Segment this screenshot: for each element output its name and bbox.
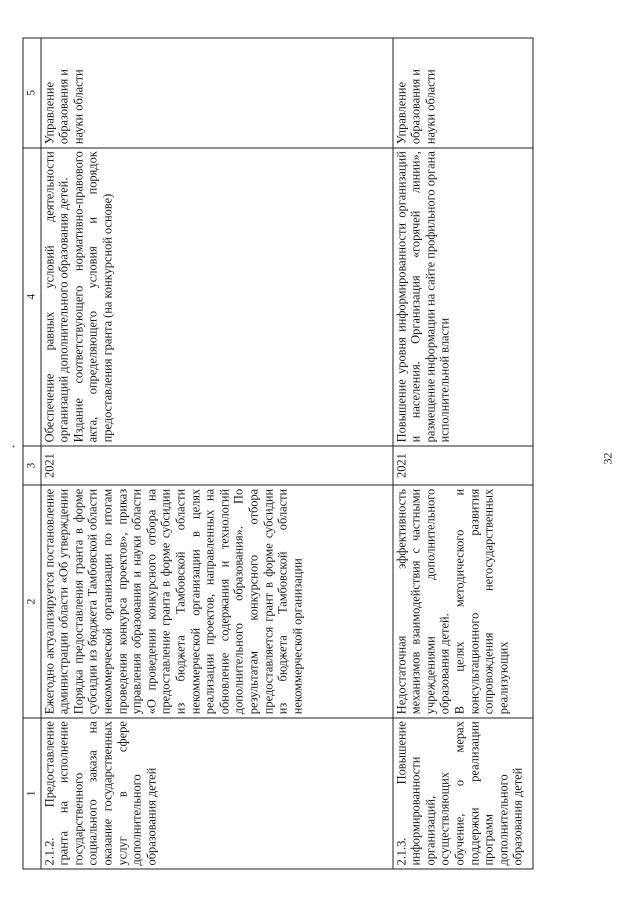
- header-col-5: 5: [23, 38, 41, 148]
- year-cell: 2021: [392, 445, 532, 484]
- year-cell: 2021: [40, 445, 392, 484]
- measure-cell: 2.1.2. Предоставление гранта на исполнение государственного социального заказа на оказание государственных услуг в сфере дополнительного образования детей: [40, 717, 392, 868]
- description-cell: Ежегодно актуализируется постановление администрации области «Об утверждении Порядка предоставления гранта в форме субсидии из бюджета Тамбовской области некоммерческой организации по итогам проведения конкурса проектов», приказ управления образования и науки области «О проведении конкурсного отбора на предоставление гранта в форме субсидии из бюджета Тамбовской области некоммерческой организации в целях реализации проектов, направленных на обновление содержания и технологий дополнительного образования». По результатам конкурсного отбора предоставляется грант в форме субсидии из бюджета Тамбовской области некоммерческой организации: [40, 485, 392, 717]
- result-cell: Повышение уровня информированности организаций и населения. Организация «горячей линии», размещение информации на сайте профильного органа исполнительной власти: [392, 147, 532, 445]
- result-cell: Обеспечение равных условий деятельности организаций дополнительного образования детей. Издание соответствующего нормативно-правового акта, определяющего условия и порядок предоставления гранта (на конкурсной основе): [40, 147, 392, 445]
- page-number: 32: [600, 452, 614, 464]
- header-col-1: 1: [23, 717, 41, 868]
- measure-cell: 2.1.3. Повышение информированности организаций, осуществляющих обучение, о мерах поддержки реализации программ дополнительного образования детей: [392, 717, 532, 868]
- header-col-4: 4: [23, 147, 41, 445]
- responsible-cell: Управление образования и науки области: [392, 38, 532, 148]
- header-col-2: 2: [23, 485, 41, 717]
- table-row: [392, 38, 532, 869]
- header-col-3: 3: [23, 445, 41, 484]
- scan-speck: [12, 445, 14, 447]
- responsible-cell: Управление образования и науки области: [40, 38, 392, 148]
- measures-table: [22, 37, 533, 869]
- header-row: [23, 38, 41, 869]
- description-cell: Недостаточная эффективность механизмов взаимодействия с частными учреждениями дополнительного образования детей. В целях методического и консультационного развития сопровождения негосударственных реализующих: [392, 485, 532, 717]
- table-row: [40, 38, 392, 869]
